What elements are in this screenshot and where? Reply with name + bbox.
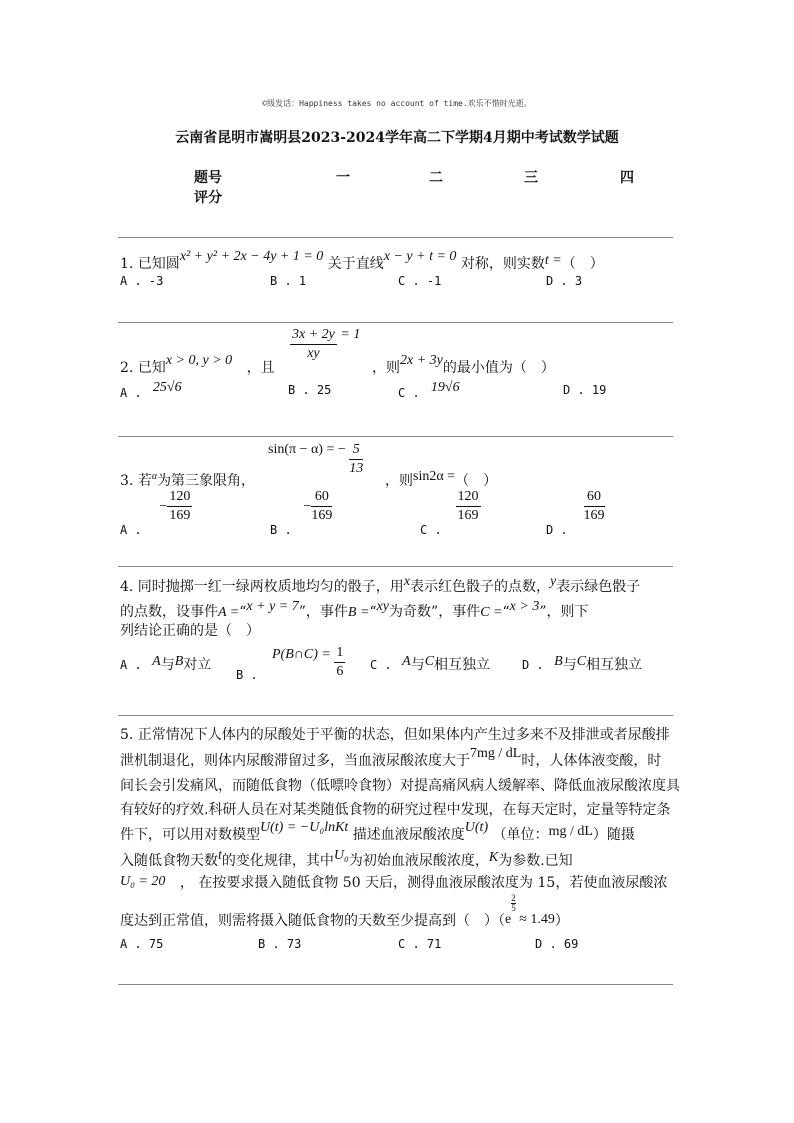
q2-fraction-denominator: xy — [307, 346, 320, 361]
divider — [118, 715, 673, 716]
q5-line-8 — [120, 893, 569, 930]
q3-text: （ ） — [455, 473, 498, 489]
q1-text: 关于直线 — [327, 256, 384, 272]
score-col-3: 三 — [524, 170, 538, 186]
q5-line-3: 间长会引发痛风，而随低食物（低嘌呤食物）对提高痛风病人缓解率、降低血液尿酸浓度具 — [120, 778, 680, 794]
q3-option-a-sign: − — [159, 499, 168, 514]
header-note: ©级发话：Happiness takes no account of time.欢乐不惜时光逝。 — [262, 99, 532, 108]
q5-line-5 — [120, 820, 635, 844]
q1-text: 对称，则实数 — [460, 256, 545, 272]
q4-event-a-def: x + y = 7 — [246, 599, 299, 614]
q5-text: 度达到正常值，则需将摄入随低食物的天数至少提高到（ ）（ — [120, 913, 505, 929]
q4-option-a-label: A . — [120, 658, 142, 672]
q2-fraction-numerator: 3x + 2y — [290, 328, 337, 345]
q4-var-y: y — [550, 574, 557, 589]
q3-number: 3. — [120, 473, 134, 489]
q5-option-d: D . 69 — [535, 937, 579, 951]
q3-sin-equation — [268, 443, 363, 476]
q4-option-d-label: D . — [522, 658, 544, 672]
divider — [118, 322, 673, 323]
q4-option-d-text: 相互独立 — [586, 657, 643, 673]
q3-option-a-denominator: 169 — [169, 508, 191, 523]
q3-sin-lhs: sin(π − α) = − — [268, 441, 346, 457]
score-row-label-score: 评分 — [194, 190, 222, 206]
q5-text: 描述血液尿酸浓度 — [352, 827, 465, 843]
q5-function: U(t) — [464, 820, 489, 835]
q2-option-a-value: 25√6 — [152, 380, 182, 395]
q4-option-c-text: 与 — [410, 657, 425, 673]
q4-option-b-label: B . — [236, 668, 258, 682]
q4-event-c: C = — [480, 605, 503, 620]
q3-fraction-denominator: 13 — [349, 461, 364, 476]
q3-option-b-sign: − — [303, 499, 312, 514]
q5-threshold: 7mg / dL — [470, 746, 522, 761]
q3-option-d-denominator: 169 — [583, 508, 605, 523]
q4-option-b-lhs: P(B∩C) = — [272, 646, 331, 662]
q5-text: 入随低食物天数 — [120, 853, 218, 869]
q4-line-1 — [120, 576, 640, 596]
q3-option-d-numerator: 60 — [584, 490, 605, 507]
q4-option-c-var: A — [402, 654, 411, 669]
q5-line-7 — [120, 872, 667, 892]
q2-fraction — [290, 328, 360, 361]
q2-condition: x > 0, y > 0 — [165, 353, 233, 368]
q5-exp-numerator: 2 — [511, 893, 516, 903]
q5-text: （单位： — [492, 827, 549, 843]
q3-option-b — [270, 489, 333, 537]
q4-event-b-def: xy — [376, 599, 390, 614]
q4-line-2 — [120, 601, 589, 621]
q5-text: 为参数.已知 — [498, 853, 573, 869]
q5-text: 泄机制退化，则体内尿酸滞留过多，当血液尿酸浓度大于 — [120, 753, 470, 769]
q5-var-t: t — [218, 848, 222, 863]
q3-option-c — [420, 489, 481, 537]
q5-exp-base: e — [505, 912, 512, 927]
q5-text: ） — [554, 913, 569, 929]
q5-line-1: 5. 正常情况下人体内的尿酸处于平衡的状态，但如果体内产生过多来不及排泄或者尿酸排 — [120, 727, 670, 743]
q4-option-c — [370, 654, 490, 674]
q2-option-c-label: C . — [398, 386, 420, 400]
q3-option-a-label: A . — [120, 523, 142, 537]
q2-target-expression: 2x + 3y — [400, 353, 443, 368]
q3-option-c-denominator: 169 — [457, 508, 479, 523]
q5-text: ， 在按要求摄入随低食物 50 天后，测得血液尿酸浓度为 15，若使血液尿酸浓 — [179, 875, 668, 891]
q4-text: “ — [369, 604, 377, 620]
q5-text: 件下，可以用对数模型 — [120, 827, 260, 843]
q1-text: （ ） — [561, 256, 604, 272]
q3-option-a-numerator: 120 — [167, 490, 192, 507]
q4-option-b — [272, 646, 345, 679]
q5-line-4: 有较好的疗效.科研人员在对某类随低食物的研究过程中发现，在每天定时，定量等特定条 — [120, 802, 671, 818]
q3-text: 若 — [137, 473, 152, 489]
score-col-4: 四 — [620, 170, 634, 186]
q2-number: 2. — [120, 360, 134, 376]
q5-text: 为初始血液尿酸浓度， — [348, 853, 489, 869]
q4-option-b-denominator: 6 — [336, 664, 344, 679]
q3-option-b-label: B . — [270, 523, 292, 537]
q5-text: 时，人体体液变酸，时 — [521, 753, 662, 769]
q4-text: ”，则下 — [539, 604, 589, 620]
score-col-1: 一 — [336, 170, 350, 186]
q2-text: ，则 — [372, 360, 400, 376]
q4-text: 4. 同时抛掷一红一绿两枚质地均匀的骰子，用 — [120, 579, 404, 595]
q5-var-k: K — [488, 850, 499, 865]
q1-text: 已知圆 — [137, 256, 180, 272]
q1-option-c: C . -1 — [398, 274, 442, 288]
q4-option-d-var: B — [554, 654, 563, 669]
q4-option-a-var: B — [174, 654, 184, 669]
q5-var-u0: U₀ — [333, 848, 349, 863]
q3-option-c-label: C . — [420, 523, 442, 537]
q2-option-a-label: A . — [120, 386, 142, 400]
divider — [118, 984, 673, 985]
q4-option-a-text: 与 — [160, 657, 175, 673]
q5-line-6 — [120, 850, 573, 870]
q2-text: 的最小值为（ ） — [442, 360, 555, 376]
q4-option-c-var: C — [424, 654, 435, 669]
q3-text: ，则 — [385, 473, 413, 489]
q4-event-a: A = — [218, 605, 240, 620]
q2-option-b: B . 25 — [288, 383, 332, 397]
q4-event-c-def: x > 3 — [509, 599, 540, 614]
q3-option-a — [120, 489, 192, 537]
q3-option-b-numerator: 60 — [311, 490, 332, 507]
q1-option-a: A . -3 — [120, 274, 164, 288]
q5-model-equation: U(t) = −U₀lnKt — [260, 820, 349, 835]
q1-line-equation: x − y + t = 0 — [383, 249, 457, 264]
q4-text: “ — [239, 604, 247, 620]
q3-fraction-numerator: 5 — [349, 443, 363, 460]
q3-option-d-label: D . — [546, 523, 568, 537]
q5-text: 的变化规律，其中 — [221, 853, 334, 869]
q4-option-c-label: C . — [370, 658, 392, 672]
q4-line-3: 列结论正确的是（ ） — [120, 623, 260, 639]
q4-event-b: B = — [347, 605, 370, 620]
q2-fraction-rhs: = 1 — [340, 326, 361, 342]
q4-option-d-text: 与 — [562, 657, 577, 673]
q4-option-c-text: 相互独立 — [434, 657, 491, 673]
q5-line-2 — [120, 746, 662, 770]
q2-text: ，且 — [246, 360, 275, 376]
page-title: 云南省昆明市嵩明县2023-2024学年高二下学期4月期中考试数学试题 — [175, 130, 619, 146]
score-col-2: 二 — [429, 170, 443, 186]
q5-exp-rhs: ≈ 1.49 — [519, 912, 555, 927]
q5-option-a: A . 75 — [120, 937, 164, 951]
q5-exponent-expression — [505, 893, 555, 927]
q4-option-a-var: A — [152, 654, 161, 669]
q5-initial-value: U₀ = 20 — [120, 874, 166, 889]
q5-unit: mg / dL — [548, 824, 593, 839]
q3-alpha: α — [151, 471, 158, 482]
q3-option-c-numerator: 120 — [456, 490, 481, 507]
q1-option-b: B . 1 — [270, 274, 307, 288]
divider — [118, 566, 673, 567]
q4-text: 表示绿色骰子 — [556, 579, 641, 595]
q4-option-a-text: 对立 — [183, 657, 212, 673]
q1-circle-equation: x² + y² + 2x − 4y + 1 = 0 — [179, 249, 324, 264]
q2-option-c-value: 19√6 — [430, 380, 460, 395]
q4-text: 为奇数”，事件 — [389, 604, 481, 620]
q3-option-b-denominator: 169 — [311, 508, 333, 523]
q3-target-expression: sin2α = — [413, 469, 456, 484]
q1-number: 1. — [120, 256, 134, 272]
q5-text: ）随摄 — [592, 827, 635, 843]
q1-variable: t = — [544, 253, 562, 268]
divider — [118, 237, 673, 238]
q4-var-x: x — [403, 574, 411, 589]
q5-option-c: C . 71 — [398, 937, 442, 951]
q4-text: ”，事件 — [298, 604, 348, 620]
q4-text: “ — [502, 604, 510, 620]
q4-option-d-var: C — [576, 654, 587, 669]
q2-text: 已知 — [137, 360, 166, 376]
q5-exp-denominator: 5 — [511, 903, 516, 913]
q2-option-a — [120, 380, 182, 402]
q4-text: 的点数，设事件 — [120, 604, 218, 620]
q2-option-d: D . 19 — [563, 383, 607, 397]
divider — [118, 436, 673, 437]
q5-option-b: B . 73 — [258, 937, 302, 951]
score-row-label-number: 题号 — [194, 170, 222, 186]
q4-text: 表示红色骰子的点数， — [410, 579, 551, 595]
q4-option-a — [120, 654, 211, 674]
q2-option-c — [398, 380, 460, 402]
q3-option-d — [546, 489, 605, 537]
q4-option-d — [522, 654, 642, 674]
q1-option-d: D . 3 — [546, 274, 583, 288]
q4-option-b-numerator: 1 — [334, 646, 345, 663]
q3-text: 为第三象限角， — [157, 473, 256, 489]
